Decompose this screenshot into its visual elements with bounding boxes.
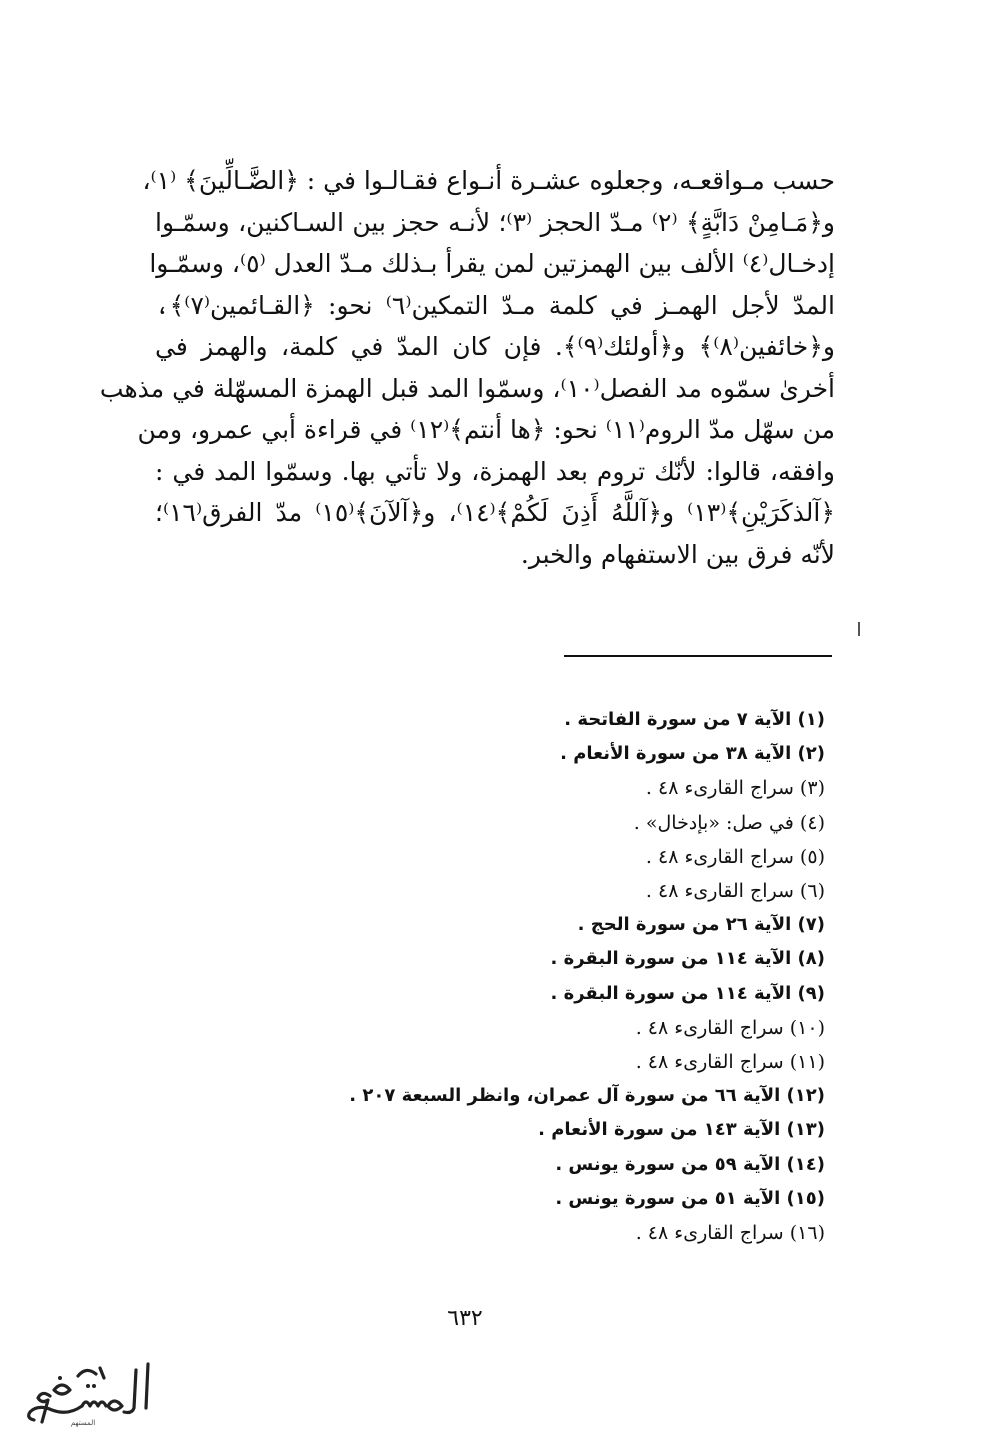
footnote: (٣) سراج القارىء ٤٨ . (645, 777, 825, 800)
logo-caption: المستهم (70, 1419, 96, 1427)
footnote: (٩) الآية ١١٤ من سورة البقرة . (550, 982, 825, 1004)
footnote: (١٠) سراج القارىء ٤٨ . (635, 1016, 825, 1039)
body-line: أخرىٰ سمّوه مد الفصل⁽١٠⁾، وسمّوا المد قبل الهمزة المسهّلة في مذهب (99, 373, 835, 403)
footnote-divider (564, 655, 832, 657)
body-line: إدخـال⁽٤⁾ الألف بين الهمزتين لمن يقرأ بـذلك مـدّ العدل ⁽٥⁾، وسمّـوا (149, 249, 835, 278)
body-line: و﴿خائفين⁽٨⁾﴾ و﴿أولئك⁽٩⁾﴾. فإن كان المدّ في كلمة، والهمز في (155, 332, 835, 361)
footnote: (٤) في صل: «بإدخال» . (633, 811, 825, 834)
footnote: (٨) الآية ١١٤ من سورة البقرة . (550, 948, 825, 970)
page-number: ٦٣٢ (447, 1306, 483, 1331)
footnote: (١) الآية ٧ من سورة الفاتحة . (564, 709, 825, 730)
body-line: وافقه، قالوا: لأنّك تروم بعد الهمزة، ولا تأتي بها. وسمّوا المد في : (155, 456, 835, 486)
footnotes-section (305, 703, 825, 1250)
footnote: (٥) سراج القارىء ٤٨ . (645, 845, 825, 868)
footnote: (٦) سراج القارىء ٤٨ . (645, 880, 825, 903)
body-line: المدّ لأجل الهمـز في كلمة مـدّ التمكين⁽٦⁾ نحو: ﴿القـائمين⁽٧⁾﴾، (155, 290, 835, 320)
footnote: (٢) الآية ٣٨ من سورة الأنعام . (560, 743, 825, 765)
body-line: ﴿آلذكَرَيْنِ﴾⁽١٣⁾ و﴿آللَّهُ أَذِنَ لَكُمْ﴾⁽١٤⁾، و﴿آلآنَ﴾⁽١٥⁾ مدّ الفرق⁽١٦⁾؛ (155, 498, 835, 527)
footnote: (١٥) الآية ٥١ من سورة يونس . (555, 1187, 825, 1209)
footnote: (٧) الآية ٢٦ من سورة الحج . (577, 914, 825, 936)
calligraphy-logo-icon (8, 1356, 158, 1428)
margin-mark (858, 622, 860, 636)
main-body-text (99, 160, 835, 575)
footnote: (١٢) الآية ٦٦ من سورة آل عمران، وانظر السبعة ٢٠٧ . (349, 1085, 825, 1107)
body-line: من سهّل مدّ الروم⁽١١⁾ نحو: ﴿ها أنتم﴾⁽١٢⁾ في قراءة أبي عمرو، ومن (137, 415, 835, 444)
footnote: (١٣) الآية ١٤٣ من سورة الأنعام . (538, 1119, 825, 1141)
footnote: (١١) سراج القارىء ٤٨ . (635, 1051, 825, 1074)
body-line: حسب مـواقعـه، وجعلوه عشـرة أنـواع فقـالـوا في : ﴿الضَّـالِّينَ﴾ ⁽١⁾، (142, 166, 835, 195)
footnote: (١٦) سراج القارىء ٤٨ . (635, 1222, 825, 1245)
body-line: و﴿مَـامِنْ دَابَّةٍ﴾ ⁽٢⁾ مـدّ الحجز ⁽٣⁾؛ لأنـه حجز بين السـاكنين، وسمّـوا (155, 207, 835, 237)
body-line: لأنّه فرق بين الاستفهام والخبر. (520, 539, 835, 569)
footnote: (١٤) الآية ٥٩ من سورة يونس . (555, 1153, 825, 1175)
